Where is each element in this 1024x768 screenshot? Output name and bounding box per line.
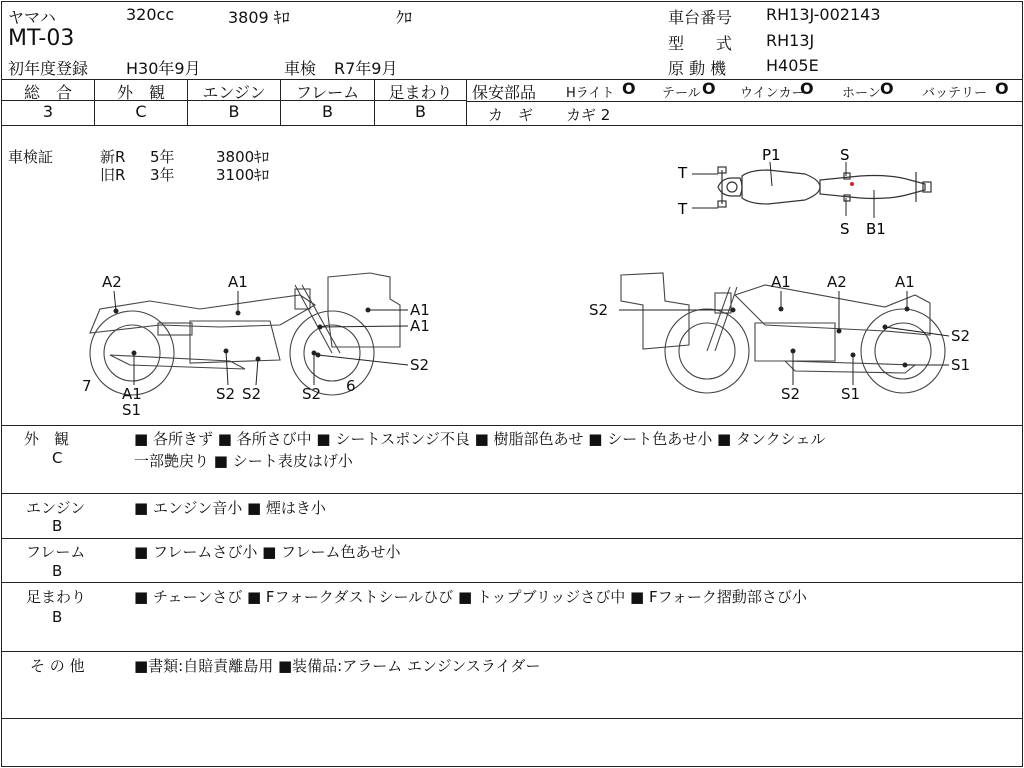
grade-engine-value: B bbox=[228, 102, 240, 121]
diagram-left-s2-b: S2 bbox=[242, 385, 262, 403]
model-name: MT-03 bbox=[8, 26, 75, 51]
remark-exterior-line-2: 一部艶戻り ■ シート表皮はげ小 bbox=[134, 452, 353, 470]
safety-tail-mark: O bbox=[702, 79, 716, 98]
certificate-old-km: 3100ｷﾛ bbox=[216, 166, 270, 184]
diagram-top-b1: B1 bbox=[866, 220, 886, 238]
diagram-top-t-lower: T bbox=[678, 200, 688, 218]
remark-frame-line-1: ■ フレームさび小 ■ フレーム色あせ小 bbox=[134, 543, 401, 561]
engine-model-value: H405E bbox=[766, 56, 819, 75]
color: ｸﾛ bbox=[396, 8, 413, 27]
safety-horn: ホーン bbox=[842, 86, 881, 101]
remark-engine-category: エンジン bbox=[26, 499, 86, 517]
remark-exterior-grade: C bbox=[52, 449, 63, 467]
inspection-label: 車検 bbox=[284, 59, 317, 78]
diagram-right-s1-bottom: S1 bbox=[841, 385, 861, 403]
diagram-right-a2: A2 bbox=[827, 273, 847, 291]
frame-no-value: RH13J-002143 bbox=[766, 5, 881, 24]
motorcycle-top-view bbox=[670, 140, 950, 240]
certificate-label: 車検証 bbox=[8, 148, 54, 166]
diagram-right-s2-right: S2 bbox=[951, 327, 971, 345]
grade-exterior-label: 外 観 bbox=[116, 83, 165, 102]
inspection-value: R7年9月 bbox=[334, 59, 398, 78]
remark-exterior-category: 外 観 bbox=[24, 430, 70, 448]
diagram-top-t-upper: T bbox=[678, 164, 688, 182]
diagram-left-a1-right-1: A1 bbox=[410, 301, 430, 319]
remark-suspension-grade: B bbox=[52, 608, 63, 626]
certificate-new-kind: 新R bbox=[100, 148, 126, 166]
type-value: RH13J bbox=[766, 31, 815, 50]
maker: ヤマハ bbox=[8, 8, 56, 27]
remark-frame-category: フレーム bbox=[26, 543, 86, 561]
diagram-left-a1-top: A1 bbox=[228, 273, 248, 291]
remark-frame-grade: B bbox=[52, 562, 63, 580]
safety-label: 保安部品 bbox=[472, 83, 537, 102]
certificate-new-km: 3800ｷﾛ bbox=[216, 148, 270, 166]
diagram-left-s2-right: S2 bbox=[410, 356, 430, 374]
diagram-right-a1-b: A1 bbox=[895, 273, 915, 291]
remark-engine-line-1: ■ エンジン音小 ■ 煙はき小 bbox=[134, 499, 326, 517]
first-registration-value: H30年9月 bbox=[126, 59, 201, 78]
safety-battery: バッテリー bbox=[922, 86, 988, 101]
diagram-left-s2-a: S2 bbox=[216, 385, 236, 403]
diagram-right-s1-right: S1 bbox=[951, 356, 971, 374]
safety-headlight: Hライト bbox=[566, 86, 615, 101]
diagram-top-p1: P1 bbox=[762, 146, 781, 164]
diagram-right-a1-a: A1 bbox=[771, 273, 791, 291]
diagram-left-a1-right-2: A1 bbox=[410, 317, 430, 335]
remark-suspension-line-1: ■ チェーンさび ■ Fフォークダストシールひび ■ トップブリッジさび中 ■ Fフォーク摺動部さび小 bbox=[134, 588, 807, 606]
frame-no-label: 車台番号 bbox=[668, 8, 733, 27]
diagram-left-six: 6 bbox=[346, 377, 356, 395]
certificate-old-years: 3年 bbox=[150, 166, 175, 184]
diagram-right-s2-left: S2 bbox=[589, 301, 609, 319]
safety-battery-mark: O bbox=[995, 79, 1009, 98]
grade-total-value: 3 bbox=[42, 102, 54, 121]
motorcycle-left-view bbox=[70, 265, 450, 420]
grade-engine-label: エンジン bbox=[202, 83, 266, 102]
mileage: 3809 ｷﾛ bbox=[228, 8, 290, 27]
grade-suspension-label: 足まわり bbox=[388, 83, 453, 102]
displacement: 320cc bbox=[126, 5, 175, 24]
type-label: 型 式 bbox=[668, 34, 733, 53]
safety-winker: ウインカー bbox=[740, 86, 805, 101]
safety-horn-mark: O bbox=[880, 79, 894, 98]
key-value: カギ 2 bbox=[566, 106, 611, 124]
remark-engine-grade: B bbox=[52, 517, 63, 535]
certificate-old-kind: 旧R bbox=[100, 166, 126, 184]
grade-frame-value: B bbox=[322, 102, 333, 121]
safety-winker-mark: O bbox=[800, 79, 814, 98]
diagram-left-seven: 7 bbox=[82, 377, 92, 395]
remark-other-category: そ の 他 bbox=[30, 657, 85, 675]
grade-suspension-value: B bbox=[415, 102, 426, 121]
remark-suspension-category: 足まわり bbox=[26, 588, 87, 606]
grade-exterior-value: C bbox=[135, 102, 147, 121]
safety-headlight-mark: O bbox=[622, 79, 636, 98]
diagram-left-a2: A2 bbox=[102, 273, 122, 291]
grade-total-label: 総 合 bbox=[23, 83, 72, 102]
diagram-left-a1-bottom: A1 bbox=[122, 385, 142, 403]
grade-frame-label: フレーム bbox=[295, 83, 360, 102]
key-label: カ ギ bbox=[488, 106, 534, 124]
remark-other-line-1: ■書類:自賠責離島用 ■装備品:アラーム エンジンスライダー bbox=[134, 657, 541, 675]
diagram-right-s2-bottom: S2 bbox=[781, 385, 801, 403]
diagram-left-s2-c: S2 bbox=[302, 385, 322, 403]
safety-tail: テール bbox=[662, 86, 701, 101]
diagram-top-s-lower: S bbox=[840, 220, 850, 238]
engine-model-label: 原 動 機 bbox=[668, 59, 727, 78]
diagram-top-s-upper: S bbox=[840, 146, 850, 164]
first-registration-label: 初年度登録 bbox=[8, 59, 89, 78]
certificate-new-years: 5年 bbox=[150, 148, 175, 166]
diagram-left-s1-bottom: S1 bbox=[122, 401, 142, 419]
motorcycle-right-view bbox=[585, 265, 985, 410]
remark-exterior-line-1: ■ 各所きず ■ 各所さび中 ■ シートスポンジ不良 ■ 樹脂部色あせ ■ シート色あせ小 ■ タンクシェル bbox=[134, 430, 826, 448]
